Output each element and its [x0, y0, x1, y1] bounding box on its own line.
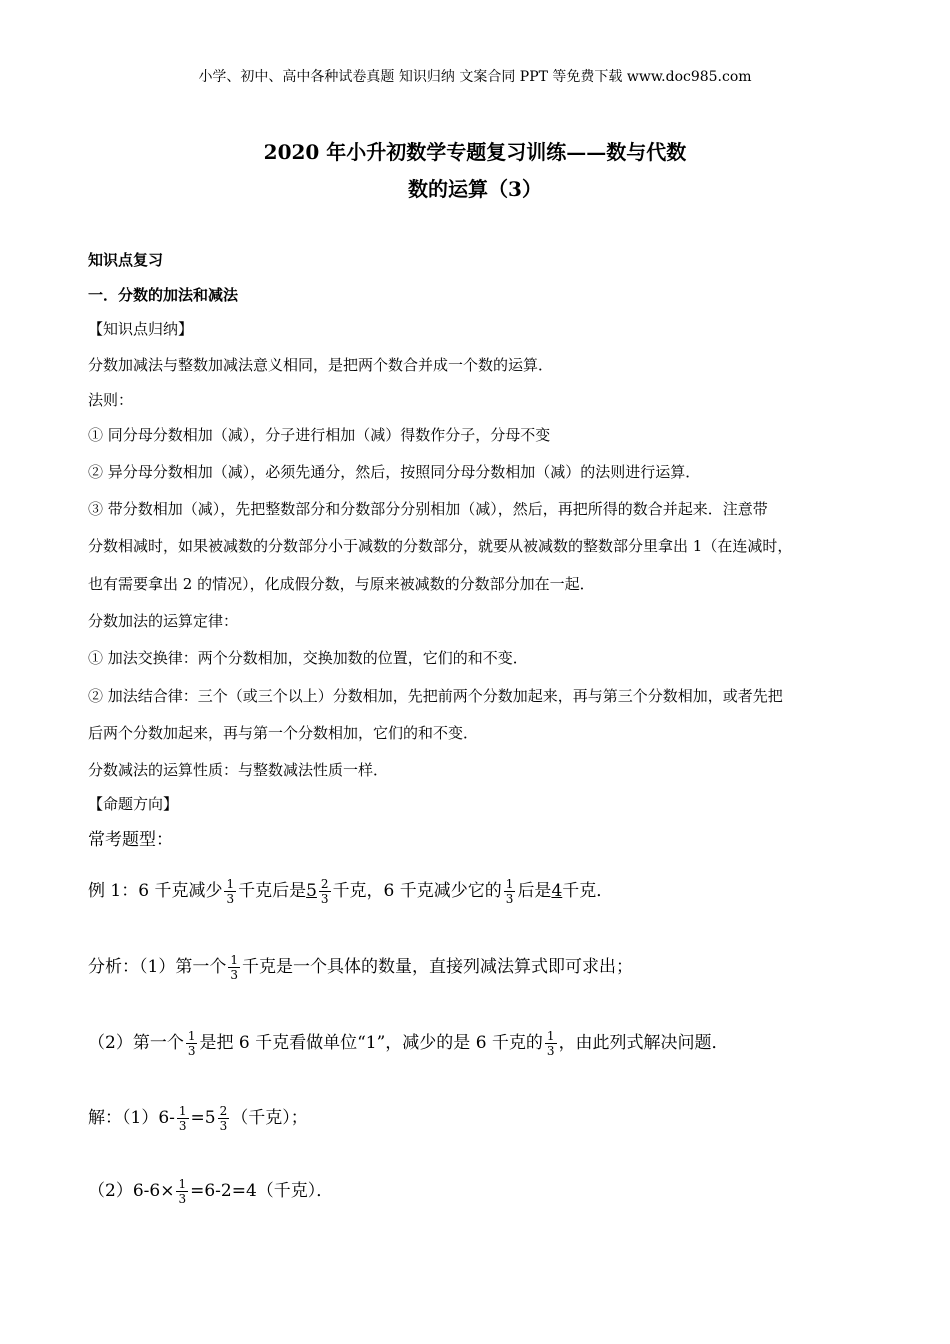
rule-3-line-3: 也有需要拿出 2 的情况），化成假分数，与原来被减数的分数部分加在一起． — [88, 575, 595, 593]
fraction: $\frac{1}{3}$ — [505, 877, 514, 906]
law-1: ① 加法交换律：两个分数相加，交换加数的位置，它们的和不变． — [88, 649, 528, 667]
common-types: 常考题型： — [88, 830, 173, 850]
example-text: 例 1：6 千克减少 — [88, 881, 223, 901]
intro-paragraph: 分数加减法与整数加减法意义相同，是把两个数合并成一个数的运算． — [88, 356, 554, 374]
solution-1: 解：（1）6- $\frac{1}{3}$ =5 $\frac{2}{3}$ （千克）； — [88, 1104, 308, 1133]
direction-label: 【命题方向】 — [88, 795, 179, 813]
solution-2: （2）6-6× $\frac{1}{3}$ =6-2=4（千克）． — [88, 1177, 334, 1206]
rules-label: 法则： — [88, 391, 134, 409]
law-2-line-2: 后两个分数加起来，再与第一个分数相加，它们的和不变． — [88, 724, 479, 742]
example-text: 后是 — [517, 881, 552, 901]
law-label: 分数加法的运算定律： — [88, 612, 239, 630]
law-2-line-1: ② 加法结合律：三个（或三个以上）分数相加，先把前两个分数加起来，再与第三个分数相加，或者先把 — [88, 687, 783, 705]
subtract-property: 分数减法的运算性质：与整数减法性质一样． — [88, 761, 389, 779]
fraction: $\frac{1}{3}$ — [178, 1177, 187, 1206]
summary-label: 【知识点归纳】 — [88, 320, 194, 338]
fraction: $\frac{1}{3}$ — [546, 1029, 555, 1058]
example-1 — [88, 876, 613, 906]
fraction: $\frac{1}{3}$ — [226, 877, 235, 906]
rule-3-line-1: ③ 带分数相加（减），先把整数部分和分数部分分别相加（减），然后，再把所得的数合并起来．注意带 — [88, 500, 768, 518]
analysis-2: （2）第一个 $\frac{1}{3}$ 是把 6 千克看做单位“1”，减少的是 6 千克的 $\frac{1}{3}$ ，由此列式解决问题． — [88, 1029, 729, 1058]
page-header: 小学、初中、高中各种试卷真题 知识归纳 文案合同 PPT 等免费下载 www.doc985.com — [198, 69, 752, 85]
fraction: $\frac{1}{3}$ — [187, 1029, 196, 1058]
page-title: 2020 年小升初数学专题复习训练——数与代数 — [263, 140, 687, 164]
example-text: 千克． — [562, 881, 614, 901]
rule-2: ② 异分母分数相加（减），必须先通分，然后，按照同分母分数相加（减）的法则进行运算． — [88, 463, 701, 481]
rule-3-line-2: 分数相减时，如果被减数的分数部分小于减数的分数部分，就要从被减数的整数部分里拿出 1（在连减时， — [88, 537, 793, 555]
rule-1: ① 同分母分数相加（减），分子进行相加（减）得数作分子，分母不变 — [88, 426, 551, 444]
page-subtitle: 数的运算（3） — [408, 177, 542, 201]
answer-blank: 4 — [551, 881, 563, 901]
fraction: $\frac{1}{3}$ — [178, 1104, 187, 1133]
fraction: $\frac{2}{3}$ — [219, 1104, 228, 1133]
example-text: 千克后是 — [238, 881, 307, 901]
answer-blank: 5 $\frac{2}{3}$ — [306, 877, 329, 906]
section-heading: 知识点复习 — [88, 251, 164, 269]
example-text: 千克，6 千克减少它的 — [332, 881, 502, 901]
subsection-heading: 一．分数的加法和减法 — [88, 286, 239, 304]
analysis-1: 分析：（1）第一个 $\frac{1}{3}$ 千克是一个具体的数量，直接列减法算式即可求出； — [88, 953, 633, 982]
fraction: $\frac{1}{3}$ — [230, 953, 238, 982]
